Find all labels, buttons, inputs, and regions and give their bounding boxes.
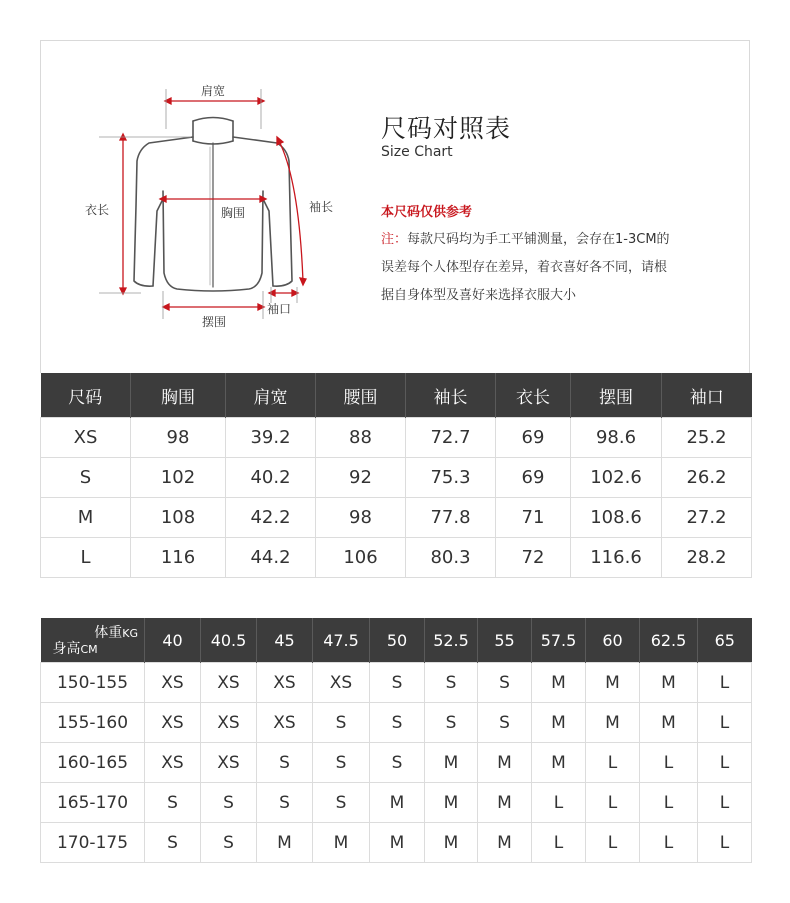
shoulder-label: 肩宽 [200, 84, 226, 98]
weight-header-cell: 52.5 [425, 618, 478, 663]
recommended-size-cell: S [425, 703, 478, 743]
weight-label-wrap [94, 622, 138, 642]
measurement-cell: 98 [131, 418, 226, 458]
recommended-size-cell: S [313, 703, 370, 743]
measurement-cell: 40.2 [226, 458, 316, 498]
measurement-cell: 69 [496, 418, 571, 458]
recommended-size-cell: M [586, 663, 640, 703]
measurement-cell: 77.8 [406, 498, 496, 538]
size-table-header [41, 373, 752, 418]
measurement-cell: 102 [131, 458, 226, 498]
weight-header-cell: 47.5 [313, 618, 370, 663]
recommended-size-cell: S [370, 703, 425, 743]
measurement-cell: 106 [316, 538, 406, 578]
recommended-size-cell: M [478, 823, 532, 863]
measurement-cell: 98 [316, 498, 406, 538]
table-row [41, 458, 752, 498]
size-chart-card [40, 40, 750, 373]
header-length: 衣长 [496, 373, 571, 418]
recommended-size-cell: M [640, 663, 698, 703]
measurement-cell: 72.7 [406, 418, 496, 458]
weight-label: 体重 [94, 625, 123, 641]
recommended-size-cell: M [586, 703, 640, 743]
height-cell: 160-165 [41, 743, 145, 783]
height-label: 身高 [52, 641, 81, 657]
recommended-size-cell: M [478, 783, 532, 823]
recommended-size-cell: XS [145, 743, 201, 783]
recommended-size-cell: XS [201, 743, 257, 783]
hem-label: 摆围 [201, 315, 227, 329]
weight-header-cell: 65 [698, 618, 752, 663]
header-shoulder: 肩宽 [226, 373, 316, 418]
height-cell: 170-175 [41, 823, 145, 863]
recommended-size-cell: M [313, 823, 370, 863]
measurement-cell: 39.2 [226, 418, 316, 458]
note-line-3: 据自身体型及喜好来选择衣服大小 [381, 288, 577, 303]
jacket-outline [134, 118, 292, 292]
header-sleeve: 袖长 [406, 373, 496, 418]
table-row [41, 823, 752, 863]
measurement-cell: 71 [496, 498, 571, 538]
recommended-size-cell: XS [257, 703, 313, 743]
recommended-size-cell: L [640, 743, 698, 783]
recommended-size-cell: L [532, 823, 586, 863]
size-cell: M [41, 498, 131, 538]
recommended-size-cell: L [586, 783, 640, 823]
table-row [41, 783, 752, 823]
recommended-size-cell: M [257, 823, 313, 863]
note-line-1-text: 每款尺码均为手工平铺测量，会存在1-3CM的 [407, 232, 670, 247]
note-line-1 [381, 226, 731, 254]
recommended-size-cell: XS [145, 663, 201, 703]
weight-height-corner [41, 618, 145, 663]
weight-header-cell: 62.5 [640, 618, 698, 663]
recommended-size-cell: S [313, 783, 370, 823]
recommended-size-cell: M [425, 743, 478, 783]
recommended-size-cell: S [370, 663, 425, 703]
recommended-size-cell: M [532, 743, 586, 783]
recommended-size-cell: S [478, 703, 532, 743]
header-cuff: 袖口 [662, 373, 752, 418]
height-cell: 150-155 [41, 663, 145, 703]
weight-header-cell: 40.5 [201, 618, 257, 663]
note-label: 注： [381, 232, 408, 247]
measurement-cell: 108 [131, 498, 226, 538]
recommended-size-cell: S [145, 823, 201, 863]
weight-unit: KG [122, 627, 138, 640]
fit-table [40, 618, 752, 863]
weight-header-cell: 60 [586, 618, 640, 663]
recommended-size-cell: L [586, 823, 640, 863]
recommended-size-cell: L [640, 823, 698, 863]
recommended-size-cell: S [257, 783, 313, 823]
reference-heading: 本尺码仅供参考 [381, 205, 473, 220]
measurement-cell: 116 [131, 538, 226, 578]
recommended-size-cell: L [698, 663, 752, 703]
measurement-cell: 75.3 [406, 458, 496, 498]
measurement-cell: 69 [496, 458, 571, 498]
recommended-size-cell: M [425, 783, 478, 823]
recommended-size-cell: S [201, 783, 257, 823]
recommended-size-cell: XS [257, 663, 313, 703]
length-label: 衣长 [85, 203, 110, 217]
table-row [41, 743, 752, 783]
recommended-size-cell: M [425, 823, 478, 863]
table-row [41, 703, 752, 743]
measurement-cell: 108.6 [571, 498, 662, 538]
measurement-cell: 42.2 [226, 498, 316, 538]
note-text [381, 226, 731, 310]
recommended-size-cell: L [698, 783, 752, 823]
recommended-size-cell: S [257, 743, 313, 783]
weight-header-cell: 50 [370, 618, 425, 663]
recommended-size-cell: S [313, 743, 370, 783]
weight-header-cell: 40 [145, 618, 201, 663]
page-title: 尺码对照表 [381, 114, 512, 143]
recommended-size-cell: L [698, 823, 752, 863]
fit-table-header [41, 618, 752, 663]
recommended-size-cell: M [532, 703, 586, 743]
table-row [41, 498, 752, 538]
recommended-size-cell: S [425, 663, 478, 703]
recommended-size-cell: S [145, 783, 201, 823]
height-unit: CM [80, 643, 98, 656]
cuff-label: 袖口 [267, 302, 292, 316]
header-hem: 摆围 [571, 373, 662, 418]
weight-header-cell: 57.5 [532, 618, 586, 663]
recommended-size-cell: S [370, 743, 425, 783]
table-row [41, 538, 752, 578]
recommended-size-cell: M [640, 703, 698, 743]
recommended-size-cell: M [370, 823, 425, 863]
measurement-cell: 102.6 [571, 458, 662, 498]
height-label-wrap [53, 638, 98, 658]
page-subtitle: Size Chart [381, 144, 453, 160]
measurement-cell: 25.2 [662, 418, 752, 458]
size-cell: L [41, 538, 131, 578]
size-cell: S [41, 458, 131, 498]
size-cell: XS [41, 418, 131, 458]
measurement-cell: 88 [316, 418, 406, 458]
height-cell: 165-170 [41, 783, 145, 823]
recommended-size-cell: XS [145, 703, 201, 743]
measurement-cell: 26.2 [662, 458, 752, 498]
measurement-cell: 116.6 [571, 538, 662, 578]
height-cell: 155-160 [41, 703, 145, 743]
table-row [41, 663, 752, 703]
recommended-size-cell: M [370, 783, 425, 823]
measurement-cell: 28.2 [662, 538, 752, 578]
measurement-cell: 72 [496, 538, 571, 578]
recommended-size-cell: L [640, 783, 698, 823]
size-table [40, 373, 752, 578]
table-row [41, 418, 752, 458]
chest-label: 胸围 [221, 206, 246, 220]
recommended-size-cell: S [201, 823, 257, 863]
measurement-cell: 44.2 [226, 538, 316, 578]
recommended-size-cell: L [698, 703, 752, 743]
recommended-size-cell: XS [201, 663, 257, 703]
weight-header-cell: 55 [478, 618, 532, 663]
measurement-cell: 98.6 [571, 418, 662, 458]
recommended-size-cell: L [698, 743, 752, 783]
measurement-cell: 92 [316, 458, 406, 498]
weight-header-cell: 45 [257, 618, 313, 663]
recommended-size-cell: L [532, 783, 586, 823]
header-chest: 胸围 [131, 373, 226, 418]
recommended-size-cell: L [586, 743, 640, 783]
recommended-size-cell: M [532, 663, 586, 703]
recommended-size-cell: XS [313, 663, 370, 703]
measurement-cell: 27.2 [662, 498, 752, 538]
measurement-cell: 80.3 [406, 538, 496, 578]
header-waist: 腰围 [316, 373, 406, 418]
sleeve-label: 袖长 [309, 200, 334, 214]
note-line-2: 误差每个人体型存在差异，着衣喜好各不同，请根 [381, 260, 668, 275]
recommended-size-cell: XS [201, 703, 257, 743]
recommended-size-cell: S [478, 663, 532, 703]
recommended-size-cell: M [478, 743, 532, 783]
guide-lines [99, 89, 297, 319]
header-size: 尺码 [41, 373, 131, 418]
